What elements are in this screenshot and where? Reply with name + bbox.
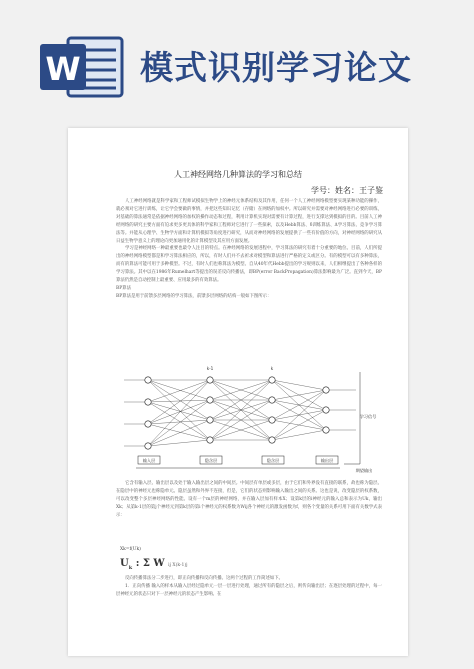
- network-nodes: [145, 377, 329, 449]
- document-title: 人工神经网络几种算法的学习和总结: [174, 170, 302, 179]
- layer-k-label: k: [270, 366, 274, 371]
- formula-u: U: [120, 558, 129, 569]
- paragraph-backprop: 反向传播算法分二步进行，即正向传播和反向传播。这两个过程的工作简述如下。: [125, 576, 284, 581]
- paragraph-layers: 它含有输入层、输出层以及处于输入输出层之间的中间层。中间层有单层或多层，由于它们和外界没有直接的联系，故也称为隐层。在隐层中的神经元也称隐单元。隐层虽然和外界不连接，但是，它们的状态则影响输入输出之间的关系。这也是说，改变隐层的权系数，可以改变整个多层神经网络的性能。设有一个m层的神经网络，并在输入层加有样本X；设第k层的i神经元的输入总和表示为Uk，输出Xk；从第k-1层的第j个神经元到第k层的第i个神经元的权系数为Wij各个神经元的激发函数为f，则各个变量的关系可用下面有关数学式表示：: [116, 481, 382, 518]
- layer-boxes: [138, 456, 338, 464]
- paragraph-bp-structure: BP算法是用于前馈多层网络的学习算法，前馈多层网络的结构一般如下图所示：: [116, 293, 272, 299]
- author-line: 学号：姓名：王子鉴: [311, 186, 383, 195]
- input-layer-label: 输入层: [142, 458, 156, 463]
- body-middle: [116, 480, 382, 520]
- expected-output-label: 期望输出: [355, 468, 373, 473]
- banner-title: 模式识别学习论文: [140, 48, 412, 87]
- network-connections: [124, 372, 360, 468]
- word-doc-icon: [38, 36, 126, 98]
- banner: [0, 0, 474, 110]
- paragraph-learning: 学习是神经网络一种最重要也最令人注目的特点。在神经网络的发展进程中，学习算法的研究有着十分重要的地位。目前，人们所提出的神经网络模型都是和学习算法相应的，所以，有时人们并不去祈求对模型和算法进行严格的定义或区分。有的模型可以有多种算法，而有的算法可能可用于多种模型。不过，有时人们也称算法为模型。自从40年代Hebb提出的学习规则以来，人们相继提出了各种各样的学习算法。其中以在1986年Rumelhart等提出的误差反向传播法，即BP(error BackPropagation)算法影响最为广泛。直到今天，BP算法仍然是自动控制上最重要、应用最多的有效算法。: [116, 246, 382, 284]
- hidden-layer-label-2: 隐含层: [266, 458, 280, 463]
- word-logo-letter: W: [45, 50, 81, 88]
- formula-sum-terms: ij X(k-1)j: [168, 563, 188, 568]
- hidden-layer-label-1: 隐含层: [204, 458, 218, 463]
- formula-sum: Σ W: [142, 558, 165, 569]
- formula-output: Xk=f(Uk): [120, 547, 141, 552]
- formula-u-sub: k: [128, 565, 133, 571]
- error-signal-label: 学习信号: [359, 414, 377, 419]
- heading-bp: BP算法: [116, 285, 131, 291]
- body-bottom: [116, 575, 382, 599]
- output-layer-label: 输出层: [320, 458, 334, 463]
- paragraph-forward: 1．正向传播 输入的样本从输入层经过隐单元一层一层进行处理，通过所有的隐层之后，则传向输出层；在逐层处理的过程中，每一层神经元的状态只对下一层神经元的状态产生影响。在: [116, 583, 382, 597]
- neural-network-diagram: [112, 364, 382, 476]
- paragraph-intro: 人工神经网络就是科学家和工程师试模拟生物学上的神经元体系结构及其作用，任何一个人工神经网络模型要实现某种功能的操作，就必须对它进行训练，让它学会要做的事情，并把这些知识记忆（存储）在网络的加权中。所以研究并需要对神经网络进行必要的训练，对基础的算法通常是依据神经网络的加权的操作动态和过程，利用计算机实现对需要有计算过程，进行支撑达到模拟的目的。目前人工神经网络的研究主要方面有迫求更多更具体的科学家和工程师对它进行了一些探索，以及Hebb算法、δ训练算法、Δ学习算法、竞争学习算法等。并能从心理学、生物学方面和计算机模拟等角度进行研究，从而对神经网络的发展提供了一些有价值的方向，对神经网络的研究从日益生物学意义上的理论向更加通用化的计算模型及其应用方面发展。: [116, 199, 382, 244]
- body-top: [116, 198, 382, 301]
- formula-input-sum: $U_k$ : Σ W ij X(k-1)j: [120, 558, 188, 571]
- document-page: [68, 128, 408, 656]
- layer-k1-label: k-1: [206, 366, 214, 371]
